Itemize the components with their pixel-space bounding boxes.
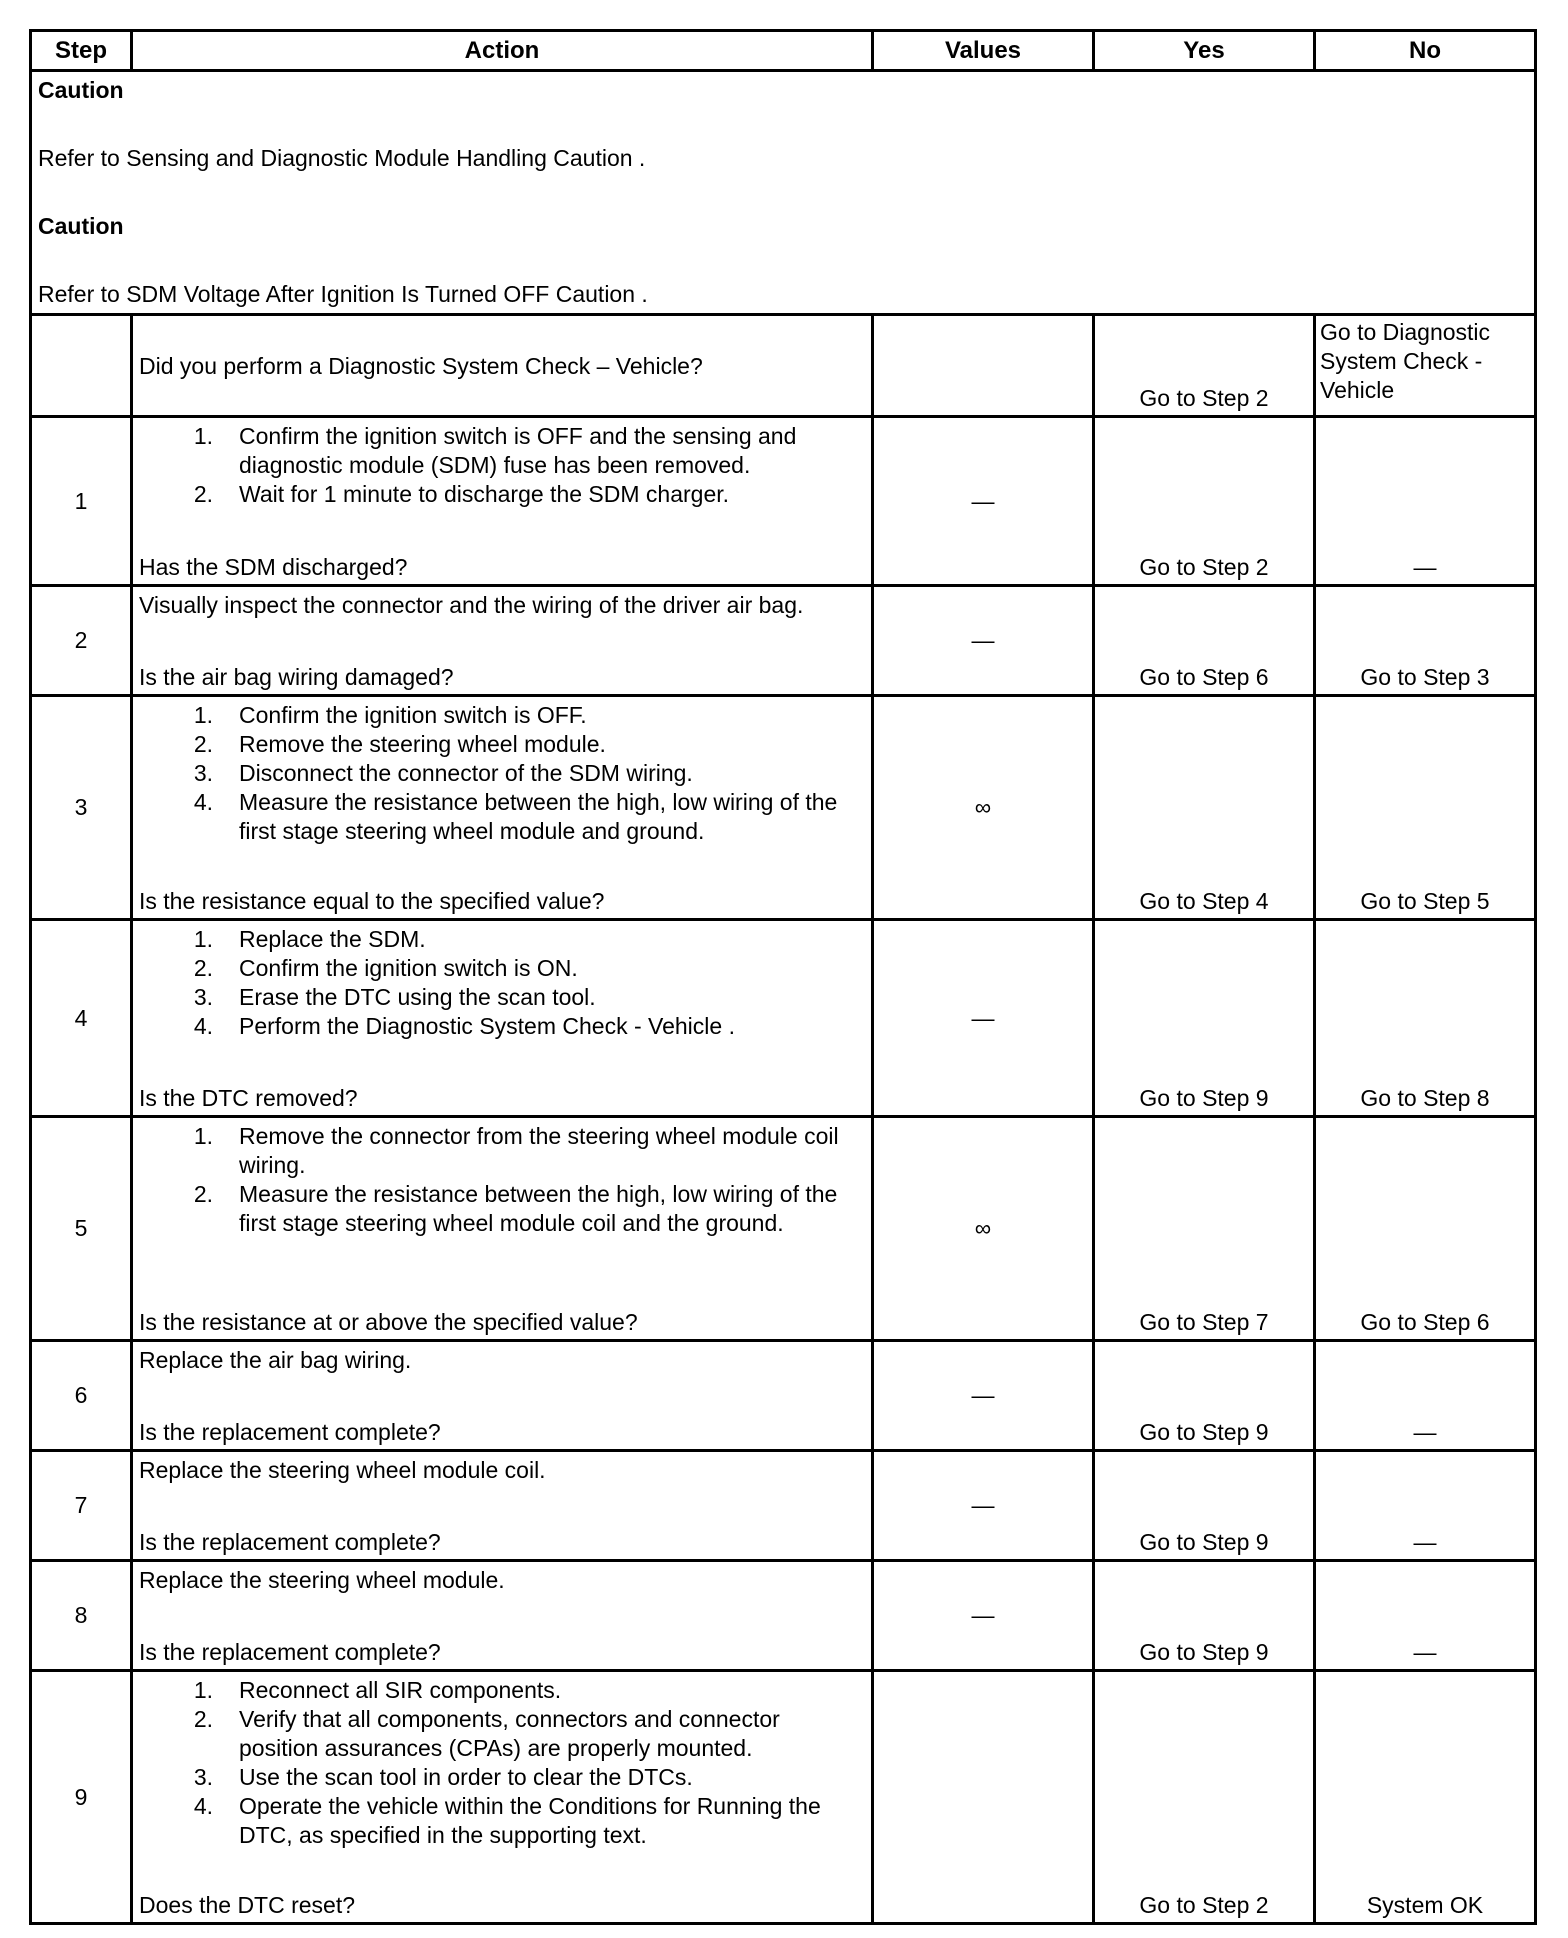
diagnostic-table [29, 29, 1537, 1925]
list-item: 4. Operate the vehicle within the Conditions for Running the DTC, as specified in the supporting text. [193, 1793, 821, 1848]
caution-text: Refer to Sensing and Diagnostic Module Handling Caution . [38, 145, 646, 171]
caution-row [31, 71, 1536, 315]
action-question: Is the DTC removed? [139, 1085, 358, 1111]
no-cell: Go to Step 6 [1315, 1117, 1536, 1341]
step-number: 4 [31, 920, 132, 1117]
action-cell [132, 1117, 873, 1341]
caution-title: Caution [38, 213, 124, 239]
action-intro: Replace the steering wheel module. [139, 1567, 505, 1593]
action-list [139, 1122, 865, 1238]
no-cell: Go to Step 8 [1315, 920, 1536, 1117]
no-cell: — [1315, 417, 1536, 586]
yes-cell: Go to Step 2 [1094, 417, 1315, 586]
action-question: Did you perform a Diagnostic System Check – Vehicle? [139, 353, 703, 379]
table-row [31, 1561, 1536, 1671]
list-item: 3. Disconnect the connector of the SDM wiring. [193, 760, 693, 786]
list-item: 2. Remove the steering wheel module. [193, 731, 606, 757]
step-number: 8 [31, 1561, 132, 1671]
caution-cell [31, 71, 1536, 315]
action-question: Has the SDM discharged? [139, 554, 408, 580]
action-list [139, 925, 865, 1041]
list-item: 1. Reconnect all SIR components. [193, 1677, 562, 1703]
value-cell: — [873, 1451, 1094, 1561]
action-question: Is the replacement complete? [139, 1419, 441, 1445]
action-intro: Replace the steering wheel module coil. [139, 1457, 546, 1483]
yes-cell: Go to Step 7 [1094, 1117, 1315, 1341]
no-cell: — [1315, 1561, 1536, 1671]
list-item: 2. Verify that all components, connectors and connector position assurances (CPAs) are properly mounted. [193, 1706, 780, 1761]
no-cell: Go to Step 3 [1315, 586, 1536, 696]
value-cell: ∞ [873, 1117, 1094, 1341]
action-cell [132, 1451, 873, 1561]
action-cell [132, 417, 873, 586]
no-cell: Go to Diagnostic System Check - Vehicle [1315, 315, 1536, 417]
no-cell: Go to Step 5 [1315, 696, 1536, 920]
yes-cell: Go to Step 2 [1094, 315, 1315, 417]
yes-cell: Go to Step 9 [1094, 1561, 1315, 1671]
step-number: 9 [31, 1671, 132, 1924]
action-cell [132, 696, 873, 920]
action-cell [132, 586, 873, 696]
value-cell: ∞ [873, 696, 1094, 920]
no-cell: — [1315, 1451, 1536, 1561]
step-number: 1 [31, 417, 132, 586]
action-list [139, 701, 865, 846]
list-item: 1. Confirm the ignition switch is OFF. [193, 702, 587, 728]
header-row [31, 31, 1536, 71]
action-question: Is the replacement complete? [139, 1639, 441, 1665]
value-cell: — [873, 920, 1094, 1117]
header-yes: Yes [1094, 31, 1315, 71]
yes-cell: Go to Step 9 [1094, 1451, 1315, 1561]
action-list [139, 422, 865, 509]
table-row [31, 1671, 1536, 1924]
value-cell: — [873, 1341, 1094, 1451]
table-row [31, 920, 1536, 1117]
action-question: Does the DTC reset? [139, 1892, 356, 1918]
header-values: Values [873, 31, 1094, 71]
table-row [31, 1451, 1536, 1561]
action-question: Is the resistance at or above the specified value? [139, 1309, 638, 1335]
action-cell [132, 1671, 873, 1924]
table-row [31, 586, 1536, 696]
list-item: 2. Wait for 1 minute to discharge the SDM charger. [193, 481, 730, 507]
action-question: Is the replacement complete? [139, 1529, 441, 1555]
list-item: 4. Perform the Diagnostic System Check - Vehicle . [193, 1013, 735, 1039]
caution-title: Caution [38, 77, 124, 103]
table-row [31, 315, 1536, 417]
action-cell [132, 315, 873, 417]
header-step: Step [31, 31, 132, 71]
step-number: 2 [31, 586, 132, 696]
value-cell: — [873, 1561, 1094, 1671]
step-number: 3 [31, 696, 132, 920]
action-cell [132, 1561, 873, 1671]
yes-cell: Go to Step 4 [1094, 696, 1315, 920]
yes-cell: Go to Step 2 [1094, 1671, 1315, 1924]
caution-text: Refer to SDM Voltage After Ignition Is Turned OFF Caution . [38, 281, 648, 307]
no-cell: — [1315, 1341, 1536, 1451]
action-question: Is the resistance equal to the specified value? [139, 888, 605, 914]
list-item: 1. Confirm the ignition switch is OFF and the sensing and diagnostic module (SDM) fuse has been removed. [193, 423, 797, 478]
list-item: 2. Measure the resistance between the high, low wiring of the first stage steering wheel module coil and the ground. [193, 1181, 838, 1236]
header-action: Action [132, 31, 873, 71]
action-cell [132, 920, 873, 1117]
list-item: 1. Remove the connector from the steering wheel module coil wiring. [193, 1123, 839, 1178]
value-cell [873, 315, 1094, 417]
yes-cell: Go to Step 6 [1094, 586, 1315, 696]
step-number: 6 [31, 1341, 132, 1451]
table-row [31, 1341, 1536, 1451]
value-cell: — [873, 417, 1094, 586]
yes-cell: Go to Step 9 [1094, 920, 1315, 1117]
value-cell [873, 1671, 1094, 1924]
value-cell: — [873, 586, 1094, 696]
table-row [31, 417, 1536, 586]
action-intro: Visually inspect the connector and the wiring of the driver air bag. [139, 592, 804, 618]
list-item: 2. Confirm the ignition switch is ON. [193, 955, 578, 981]
table-row [31, 1117, 1536, 1341]
list-item: 1. Replace the SDM. [193, 926, 426, 952]
header-no: No [1315, 31, 1536, 71]
table-row [31, 696, 1536, 920]
action-intro: Replace the air bag wiring. [139, 1347, 412, 1373]
list-item: 3. Erase the DTC using the scan tool. [193, 984, 596, 1010]
action-question: Is the air bag wiring damaged? [139, 664, 454, 690]
list-item: 4. Measure the resistance between the high, low wiring of the first stage steering wheel module and ground. [193, 789, 838, 844]
no-cell: System OK [1315, 1671, 1536, 1924]
action-list [139, 1676, 865, 1850]
step-number: 7 [31, 1451, 132, 1561]
yes-cell: Go to Step 9 [1094, 1341, 1315, 1451]
list-item: 3. Use the scan tool in order to clear the DTCs. [193, 1764, 693, 1790]
action-cell [132, 1341, 873, 1451]
step-number [31, 315, 132, 417]
step-number: 5 [31, 1117, 132, 1341]
